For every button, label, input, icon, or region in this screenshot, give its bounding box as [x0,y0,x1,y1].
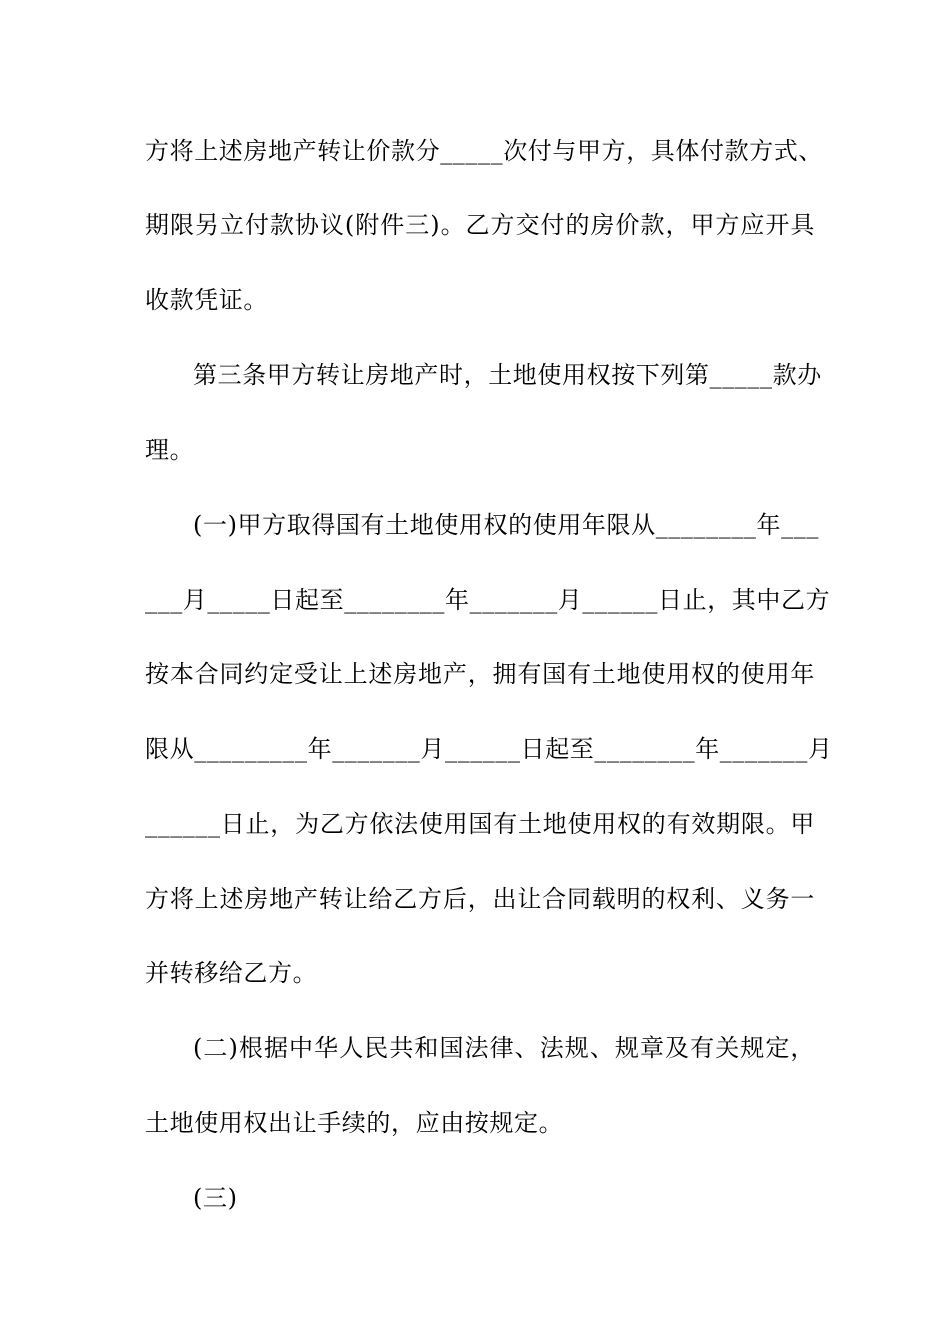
text-line: ___月_____日起至________年_______月______日止，其中乙方 [145,586,831,614]
text-line: 并转移给乙方。 [145,959,318,987]
text-line: 土地使用权出让手续的，应由按规定。 [145,1109,564,1137]
text-line: 第三条甲方转让房地产时，土地使用权按下列第_____款办 [193,361,822,389]
text-line: 理。 [145,436,195,464]
text-line: ______日止，为乙方依法使用国有土地使用权的有效期限。甲 [145,810,815,838]
text-line: 方将上述房地产转让给乙方后，出让合同载明的权利、义务一 [145,885,815,913]
text-line: (三) [193,1184,238,1212]
text-line: 期限另立付款协议(附件三)。乙方交付的房价款，甲方应开具 [145,211,815,239]
text-line: 收款凭证。 [145,286,268,314]
text-line: (二)根据中华人民共和国法律、法规、规章及有关规定， [193,1034,815,1062]
text-line: 按本合同约定受让上述房地产，拥有国有土地使用权的使用年 [145,660,815,688]
text-line: 方将上述房地产转让价款分_____次付与甲方，具体付款方式、 [145,137,823,165]
text-line: 限从_________年_______月______日起至________年_______月 [145,735,833,763]
text-line: (一)甲方取得国有土地使用权的使用年限从________年___ [193,511,819,539]
